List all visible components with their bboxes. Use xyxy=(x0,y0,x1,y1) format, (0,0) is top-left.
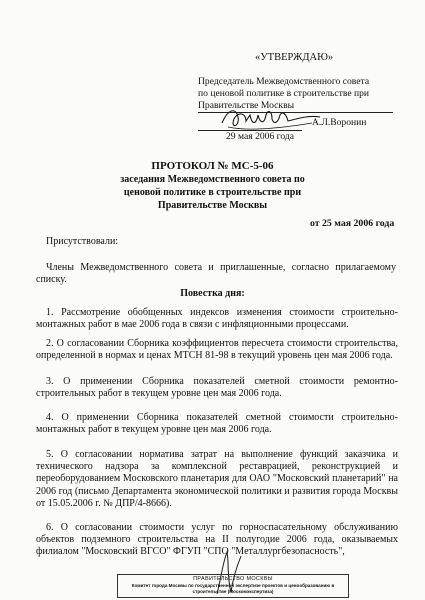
agenda-item xyxy=(36,338,398,362)
approval-position-line: Правительстве Москвы xyxy=(198,100,393,113)
protocol-title xyxy=(0,173,425,212)
stamp-line: Комитет города Москвы по государственной экспертизе проектов и ценообразованию в строительстве (Москомэкспертиза) xyxy=(131,583,335,594)
stamp-signature xyxy=(205,548,255,598)
agenda-item-text: 1. Рассмотрение обобщенных индексов изменения стоимости строительно-монтажных работ в мае 2006 года в связи с инфляционными процессами. xyxy=(36,307,398,331)
approval-position-line: по ценовой политике в строительстве при xyxy=(198,88,370,99)
agenda-item xyxy=(36,449,398,510)
present-label: Присутствовали: xyxy=(46,236,119,247)
members-text xyxy=(36,262,396,286)
agenda-item-text: 6. О согласовании стоимости услуг по горноспасательному обслуживанию объектов подземного строительства на II полугодие 2006 года, оказываемых филиалом "Московский ВГСО" ФГУП "СПО "Металлургбезопасность", xyxy=(36,522,398,558)
agenda-item-text: 5. О согласовании норматива затрат на выполнение функций заказчика и технического надзора за комплексной реставрацией, реконструкцией и переоборудованием Московского планетария для ОАО "Московский планетарий" на 2006 год (письмо Департамента экономической политики и развития города Москвы от 15.05.2006 г. № ДПР/4-8666). xyxy=(36,449,398,509)
approval-position-line: Председатель Межведомственного совета xyxy=(198,76,370,87)
agenda-item-text: 4. О применении Сборника показателей сметной стоимости строительно-монтажных работ в текущем уровне цен мая 2006 года. xyxy=(36,412,398,436)
agenda-title: Повестка дня: xyxy=(180,288,245,299)
stamp-line: ПРАВИТЕЛЬСТВО МОСКВЫ xyxy=(193,576,273,582)
agenda-item-text: 3. О применении Сборника показателей сметной стоимости ремонтно-строительных работ в текущем уровне цен мая 2006 года. xyxy=(36,376,398,400)
agenda-item-text: 2. О согласовании Сборника коэффициентов пересчета стоимости строительства, определенной в нормах и ценах МТСН 81-98 в текущий уровень цен мая 2006 года. xyxy=(36,338,398,362)
members-paragraph: Члены Межведомственного совета и приглашенные, согласно прилагаемому списку. xyxy=(36,262,396,285)
agenda-item xyxy=(36,376,398,400)
approval-header: «УТВЕРЖДАЮ» xyxy=(255,52,334,63)
protocol-title-line: ценовой политике в строительстве при xyxy=(123,187,302,198)
protocol-number: ПРОТОКОЛ № МС-5-06 xyxy=(151,160,274,172)
agenda-item xyxy=(36,307,398,331)
protocol-title-line: Правительстве Москвы xyxy=(157,200,268,211)
signature-row xyxy=(198,113,393,142)
protocol-title-line: заседания Межведомственного совета по xyxy=(120,174,305,185)
signer-name: А.Л.Воронин xyxy=(312,117,367,128)
approval-date: 29 мая 2006 года xyxy=(226,131,295,142)
approval-block xyxy=(198,76,393,142)
meeting-date: от 25 мая 2006 года xyxy=(310,218,395,229)
agenda-item xyxy=(36,412,398,436)
